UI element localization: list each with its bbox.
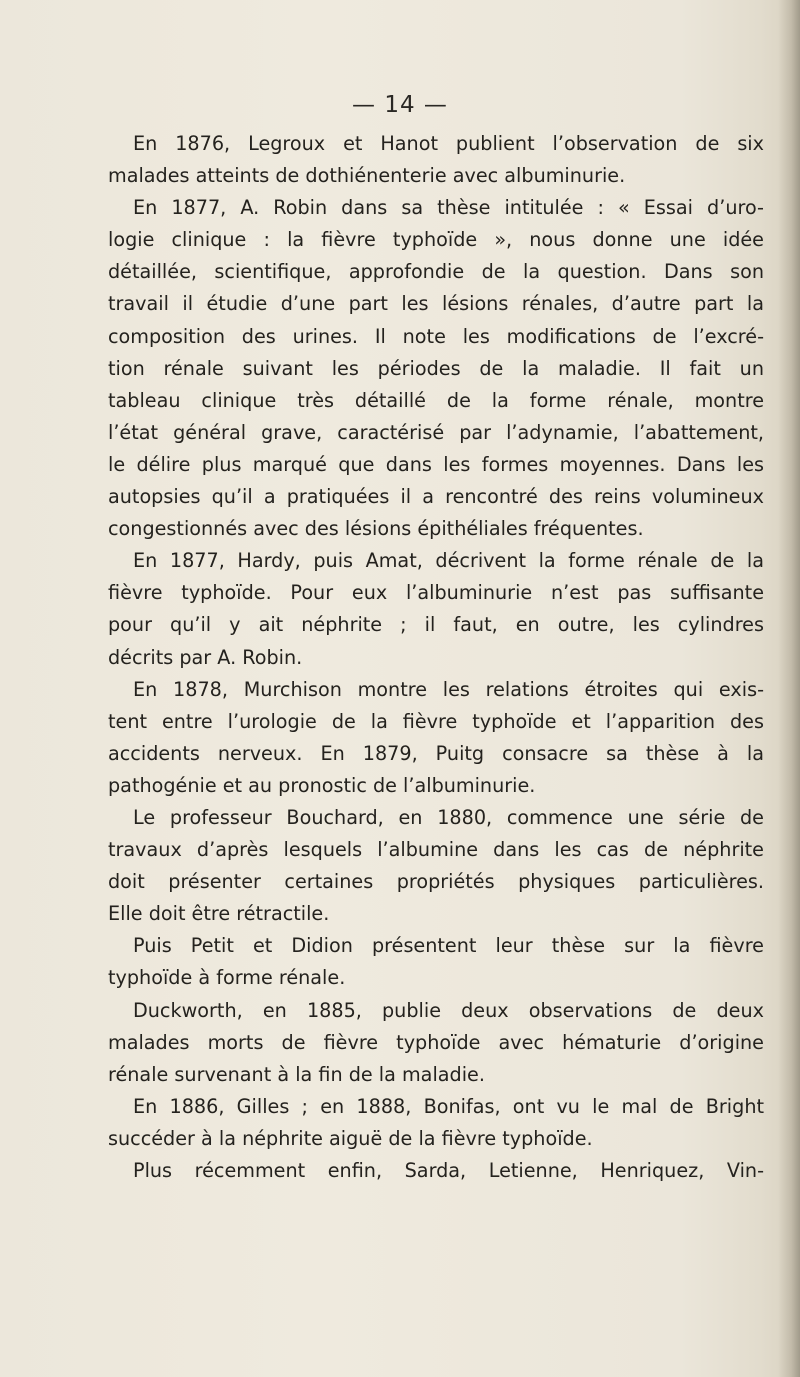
text-line: En 1878, Murchison montre les relations étroites qui exis- [133, 677, 764, 701]
page-number: — 14 — [352, 92, 448, 118]
text-line: Duckworth, en 1885, publie deux observations de deux [133, 998, 764, 1022]
text-line: succéder à la néphrite aiguë de la fièvre typhoïde. [108, 1126, 593, 1150]
text-line: malades morts de fièvre typhoïde avec hématurie d’origine [108, 1030, 764, 1054]
text-line: En 1877, Hardy, puis Amat, décrivent la forme rénale de la [133, 549, 764, 573]
text-line: doit présenter certaines propriétés physiques particulières. [108, 870, 764, 894]
text-line: fièvre typhoïde. Pour eux l’albuminurie n’est pas suffisante [108, 581, 764, 605]
text-line: tent entre l’urologie de la fièvre typhoïde et l’apparition des [108, 709, 764, 733]
text-line: autopsies qu’il a pratiquées il a rencontré des reins volumineux [108, 485, 764, 509]
page-edge-shadow [778, 0, 800, 1377]
text-line: pathogénie et au pronostic de l’albuminurie. [108, 773, 536, 797]
text-line: l’état général grave, caractérisé par l’adynamie, l’abattement, [108, 420, 764, 444]
text-line: accidents nerveux. En 1879, Puitg consacre sa thèse à la [108, 741, 764, 765]
text-line: le délire plus marqué que dans les formes moyennes. Dans les [108, 452, 764, 476]
text-line: En 1876, Legroux et Hanot publient l’observation de six [133, 132, 764, 155]
text-line: Le professeur Bouchard, en 1880, commence une série de [133, 805, 764, 829]
text-line: travaux d’après lesquels l’albumine dans les cas de néphrite [108, 838, 764, 862]
body-text [108, 128, 764, 1187]
text-line: typhoïde à forme rénale. [108, 966, 346, 990]
text-line: tableau clinique très détaillé de la forme rénale, montre [108, 388, 764, 412]
text-line: tion rénale suivant les périodes de la maladie. Il fait un [108, 356, 764, 380]
text-line: Plus récemment enfin, Sarda, Letienne, Henriquez, Vin- [133, 1159, 764, 1182]
text-line: pour qu’il y ait néphrite ; il faut, en outre, les cylindres [108, 613, 764, 637]
text-line: composition des urines. Il note les modifications de l’excré- [108, 324, 764, 348]
text-line: Puis Petit et Didion présentent leur thèse sur la fièvre [133, 934, 764, 958]
text-line: malades atteints de dothiénenterie avec albuminurie. [108, 164, 626, 188]
text-line: Elle doit être rétractile. [108, 902, 330, 926]
text-line: En 1877, A. Robin dans sa thèse intitulée : « Essai d’uro- [133, 196, 764, 220]
text-line: travail il étudie d’une part les lésions rénales, d’autre part la [108, 292, 764, 316]
text-line: congestionnés avec des lésions épithéliales fréquentes. [108, 517, 644, 541]
text-line: logie clinique : la fièvre typhoïde », nous donne une idée [108, 228, 764, 252]
text-line: détaillée, scientifique, approfondie de la question. Dans son [108, 260, 764, 284]
text-line: rénale survenant à la fin de la maladie. [108, 1062, 485, 1086]
text-line: En 1886, Gilles ; en 1888, Bonifas, ont vu le mal de Bright [133, 1094, 764, 1118]
text-line: décrits par A. Robin. [108, 645, 303, 669]
